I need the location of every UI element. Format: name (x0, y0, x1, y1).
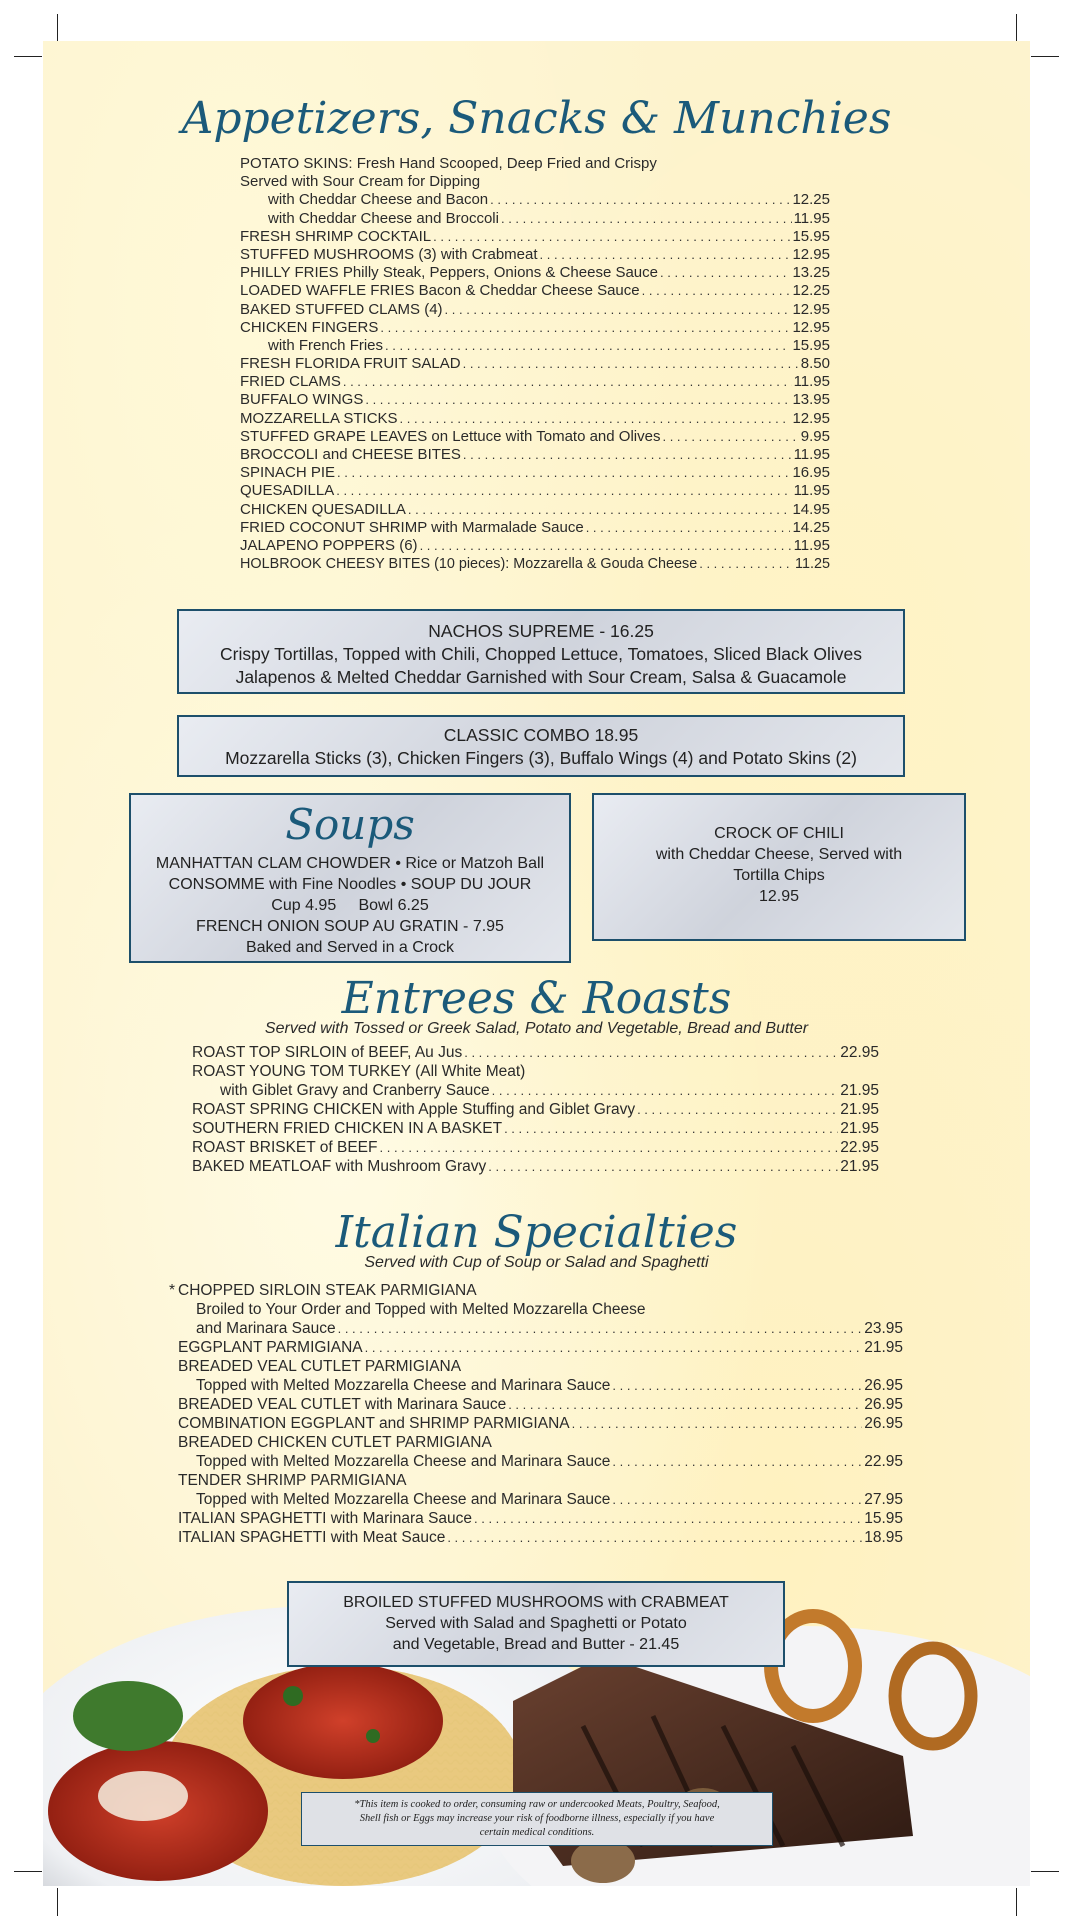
crop-mark (1031, 1871, 1059, 1872)
dot-leader (380, 319, 790, 337)
list-item (178, 1490, 903, 1509)
list-item (178, 1414, 903, 1433)
chili-desc-1: with Cheddar Cheese, Served with (655, 846, 903, 863)
list-item (178, 1338, 903, 1357)
dot-leader (464, 1043, 838, 1062)
dot-leader (637, 1100, 838, 1119)
list-item (240, 282, 830, 300)
soups-line-3: Cup 4.95 Bowl 6.25 (271, 897, 429, 914)
list-item (240, 337, 830, 355)
item-name: LOADED WAFFLE FRIES Bacon & Cheddar Cheese Sauce (240, 282, 640, 300)
dot-leader (699, 555, 793, 573)
broiled-desc-2: and Vegetable, Bread and Butter - 21.45 (392, 1636, 680, 1653)
item-name: BROCCOLI and CHEESE BITES (240, 446, 461, 463)
item-name: FRESH FLORIDA FRUIT SALAD (240, 355, 461, 373)
item-name: FRIED COCONUT SHRIMP with Marmalade Sauce (240, 518, 584, 536)
item-price: 8.50 (800, 355, 830, 373)
chili-price: 12.95 (758, 888, 800, 905)
dot-leader (380, 1138, 839, 1157)
item-price: 15.95 (792, 336, 830, 354)
item-price: 21.95 (840, 1120, 879, 1137)
list-item (240, 210, 830, 228)
soups-box (129, 793, 571, 963)
dot-leader (420, 537, 792, 555)
item-price: 14.95 (792, 500, 830, 518)
list-item (240, 555, 830, 573)
list-item (169, 1281, 903, 1300)
combo-box (177, 715, 905, 777)
item-price: 21.95 (840, 1101, 879, 1118)
broiled-desc-1: Served with Salad and Spaghetti or Potato (385, 1615, 687, 1632)
entrees-list (192, 1043, 879, 1176)
item-name: Topped with Melted Mozzarella Cheese and Marinara Sauce (196, 1453, 611, 1470)
list-item (178, 1528, 903, 1547)
italian-subtitle: Served with Cup of Soup or Salad and Spaghetti (364, 1254, 709, 1271)
list-item (178, 1319, 903, 1338)
disclaimer-line-1: *This item is cooked to order, consuming raw or undercooked Meats, Poultry, Seafood, (354, 1799, 720, 1810)
list-item (240, 264, 830, 282)
crop-mark (14, 1871, 42, 1872)
dot-leader (474, 1509, 862, 1528)
chili-desc-2: Tortilla Chips (733, 867, 825, 884)
item-name: with Giblet Gravy and Cranberry Sauce (220, 1082, 490, 1099)
menu-page (43, 41, 1030, 1886)
item-name: CHICKEN QUESADILLA (240, 500, 406, 518)
list-item (192, 1157, 879, 1176)
dot-leader (508, 1395, 862, 1414)
list-item (240, 246, 830, 264)
list-item (240, 228, 830, 246)
item-price: 23.95 (864, 1320, 903, 1337)
item-name: BUFFALO WINGS (240, 391, 364, 409)
dot-leader (642, 282, 791, 300)
item-price: 11.95 (793, 446, 830, 463)
dot-leader (365, 1338, 863, 1357)
list-item (240, 355, 830, 373)
list-item (240, 155, 830, 173)
list-item (240, 428, 830, 446)
soups-title: Soups (285, 800, 415, 849)
item-name: BREADED CHICKEN CUTLET PARMIGIANA (178, 1434, 492, 1451)
item-price: 12.95 (792, 409, 830, 427)
entrees-title: Entrees & Roasts (341, 973, 732, 1024)
list-item (240, 519, 830, 537)
crop-mark (57, 14, 58, 42)
list-item (192, 1138, 879, 1157)
list-item (178, 1357, 903, 1376)
dot-leader (488, 1157, 838, 1176)
chili-box (592, 793, 966, 941)
list-item (240, 301, 830, 319)
list-item (178, 1452, 903, 1471)
item-name: CHICKEN FINGERS (240, 318, 379, 336)
item-name: ROAST SPRING CHICKEN with Apple Stuffing and Giblet Gravy (192, 1101, 636, 1118)
list-item (240, 482, 830, 500)
list-item (192, 1043, 879, 1062)
soups-line-4: FRENCH ONION SOUP AU GRATIN - 7.95 (196, 918, 504, 935)
item-price: 16.95 (792, 464, 830, 482)
list-item (178, 1471, 903, 1490)
dot-leader (400, 410, 791, 428)
item-name: STUFFED GRAPE LEAVES on Lettuce with Tomato and Olives (240, 427, 661, 445)
list-item (240, 446, 830, 464)
item-name: with French Fries (268, 336, 384, 354)
entrees-subtitle: Served with Tossed or Greek Salad, Potato and Vegetable, Bread and Butter (264, 1020, 809, 1037)
disclaimer-line-2: Shell fish or Eggs may increase your risk of foodborne illness, especially if you have (359, 1813, 715, 1824)
item-name: FRESH SHRIMP COCKTAIL (240, 227, 432, 245)
dot-leader (612, 1452, 862, 1471)
item-price: 12.95 (792, 318, 830, 336)
item-name: ROAST YOUNG TOM TURKEY (All White Meat) (192, 1063, 526, 1080)
soups-line-5: Baked and Served in a Crock (245, 939, 455, 956)
item-name: MOZZARELLA STICKS (240, 409, 398, 427)
item-name: ROAST TOP SIRLOIN of BEEF, Au Jus (192, 1044, 463, 1061)
item-price: 15.95 (792, 227, 830, 245)
appetizers-list (240, 155, 830, 573)
item-name: BAKED MEATLOAF with Mushroom Gravy (192, 1158, 487, 1175)
list-item (192, 1081, 879, 1100)
broiled-mushrooms-box (287, 1581, 785, 1667)
item-name: ITALIAN SPAGHETTI with Meat Sauce (178, 1529, 446, 1546)
item-price: 12.95 (792, 300, 830, 318)
item-price: 26.95 (864, 1377, 903, 1394)
dot-leader (385, 337, 790, 355)
list-item (240, 319, 830, 337)
item-price: 21.95 (840, 1082, 879, 1099)
list-item (240, 537, 830, 555)
dot-leader (463, 355, 799, 373)
list-item (240, 464, 830, 482)
dot-leader (492, 1081, 839, 1100)
nachos-desc-2: Jalapenos & Melted Cheddar Garnished with Sour Cream, Salsa & Guacamole (235, 667, 847, 687)
item-name: with Cheddar Cheese and Broccoli (268, 209, 499, 227)
list-item (240, 373, 830, 391)
dot-leader (433, 228, 790, 246)
dot-leader (445, 301, 791, 319)
dot-leader (337, 464, 790, 482)
item-name: COMBINATION EGGPLANT and SHRIMP PARMIGIANA (178, 1415, 570, 1432)
broiled-title: BROILED STUFFED MUSHROOMS with CRABMEAT (343, 1594, 729, 1611)
dot-leader (662, 428, 798, 446)
list-item (240, 173, 830, 191)
dot-leader (490, 191, 790, 209)
crop-mark (1016, 1888, 1017, 1916)
item-price: 13.25 (792, 264, 830, 282)
item-name: ITALIAN SPAGHETTI with Marinara Sauce (178, 1510, 473, 1527)
dot-leader (540, 246, 791, 264)
nachos-box (177, 609, 905, 694)
list-item (178, 1395, 903, 1414)
dot-leader (660, 264, 790, 282)
combo-title: CLASSIC COMBO 18.95 (443, 725, 639, 745)
item-name: JALAPENO POPPERS (6) (240, 536, 418, 554)
item-price: 12.25 (792, 282, 830, 300)
soups-line-1: MANHATTAN CLAM CHOWDER • Rice or Matzoh Ball (155, 855, 545, 872)
item-price: 12.25 (792, 191, 830, 209)
nachos-desc-1: Crispy Tortillas, Topped with Chili, Chopped Lettuce, Tomatoes, Sliced Black Olives (220, 644, 862, 664)
item-price: 22.95 (864, 1453, 903, 1470)
item-price: 13.95 (792, 391, 830, 409)
list-item (240, 191, 830, 209)
nachos-title: NACHOS SUPREME - 16.25 (428, 621, 654, 641)
item-price: 11.25 (795, 556, 830, 573)
item-price: 11.95 (793, 209, 830, 227)
disclaimer-box (301, 1792, 773, 1846)
item-name: SOUTHERN FRIED CHICKEN IN A BASKET (192, 1120, 503, 1137)
crop-mark (1016, 14, 1017, 42)
list-item (178, 1376, 903, 1395)
item-price: 21.95 (864, 1339, 903, 1356)
appetizers-title: Appetizers, Snacks & Munchies (181, 93, 892, 144)
item-name: EGGPLANT PARMIGIANA (178, 1339, 363, 1356)
item-price: 27.95 (864, 1491, 903, 1508)
item-name: POTATO SKINS: Fresh Hand Scooped, Deep Fried and Crispy (240, 155, 657, 172)
item-name: TENDER SHRIMP PARMIGIANA (178, 1472, 407, 1489)
item-name: HOLBROOK CHEESY BITES (10 pieces): Mozzarella & Gouda Cheese (240, 556, 698, 573)
item-name: PHILLY FRIES Philly Steak, Peppers, Onions & Cheese Sauce (240, 264, 658, 282)
crop-mark (1031, 56, 1059, 57)
item-price: 11.95 (793, 373, 830, 391)
italian-list (169, 1281, 903, 1547)
dot-leader (408, 501, 791, 519)
item-price: 11.95 (793, 482, 830, 500)
item-name: FRIED CLAMS (240, 373, 341, 391)
italian-title: Italian Specialties (335, 1207, 738, 1258)
list-item (192, 1100, 879, 1119)
dot-leader (501, 210, 792, 228)
item-name: Topped with Melted Mozzarella Cheese and Marinara Sauce (196, 1491, 611, 1508)
dot-leader (612, 1490, 862, 1509)
dot-leader (336, 482, 791, 500)
item-price: 9.95 (800, 427, 830, 445)
item-price: 21.95 (840, 1158, 879, 1175)
item-name: SPINACH PIE (240, 464, 336, 482)
dot-leader (463, 446, 792, 464)
soups-line-2: CONSOMME with Fine Noodles • SOUP DU JOUR (168, 876, 532, 893)
item-price: 12.95 (792, 245, 830, 263)
crop-mark (57, 1888, 58, 1916)
item-name: with Cheddar Cheese and Bacon (268, 191, 489, 209)
item-name: STUFFED MUSHROOMS (3) with Crabmeat (240, 245, 538, 263)
dot-leader (343, 373, 792, 391)
item-price: 15.95 (864, 1510, 903, 1527)
combo-desc: Mozzarella Sticks (3), Chicken Fingers (3), Buffalo Wings (4) and Potato Skins (2) (225, 748, 857, 768)
item-price: 22.95 (840, 1139, 879, 1156)
list-item (178, 1433, 903, 1452)
crop-mark (14, 56, 42, 57)
item-name: Served with Sour Cream for Dipping (240, 173, 481, 191)
item-name: Topped with Melted Mozzarella Cheese and Marinara Sauce (196, 1377, 611, 1394)
dot-leader (572, 1414, 863, 1433)
item-price: 26.95 (864, 1415, 903, 1432)
item-name: BREADED VEAL CUTLET with Marinara Sauce (178, 1396, 507, 1413)
item-price: 26.95 (864, 1396, 903, 1413)
item-name: CHOPPED SIRLOIN STEAK PARMIGIANA (178, 1282, 477, 1299)
dot-leader (365, 391, 790, 409)
advisory-star: * (169, 1282, 176, 1299)
list-item (192, 1062, 879, 1081)
item-name: and Marinara Sauce (196, 1320, 336, 1337)
dot-leader (586, 519, 791, 537)
item-name: QUESADILLA (240, 482, 335, 500)
dot-leader (447, 1528, 862, 1547)
item-price: 22.95 (840, 1044, 879, 1061)
item-price: 11.95 (793, 536, 830, 554)
dot-leader (338, 1319, 863, 1338)
list-item (192, 1119, 879, 1138)
disclaimer-line-3: certain medical conditions. (479, 1827, 595, 1838)
dot-leader (504, 1119, 838, 1138)
list-item (240, 391, 830, 409)
item-price: 14.25 (792, 518, 830, 536)
chili-title: CROCK OF CHILI (714, 825, 844, 842)
list-item (178, 1300, 903, 1319)
list-item (240, 501, 830, 519)
item-name: Broiled to Your Order and Topped with Melted Mozzarella Cheese (196, 1301, 646, 1318)
item-name: BAKED STUFFED CLAMS (4) (240, 300, 443, 318)
item-price: 18.95 (864, 1529, 903, 1546)
list-item (240, 410, 830, 428)
item-name: ROAST BRISKET of BEEF (192, 1139, 378, 1156)
dot-leader (612, 1376, 862, 1395)
list-item (178, 1509, 903, 1528)
item-name: BREADED VEAL CUTLET PARMIGIANA (178, 1358, 462, 1375)
